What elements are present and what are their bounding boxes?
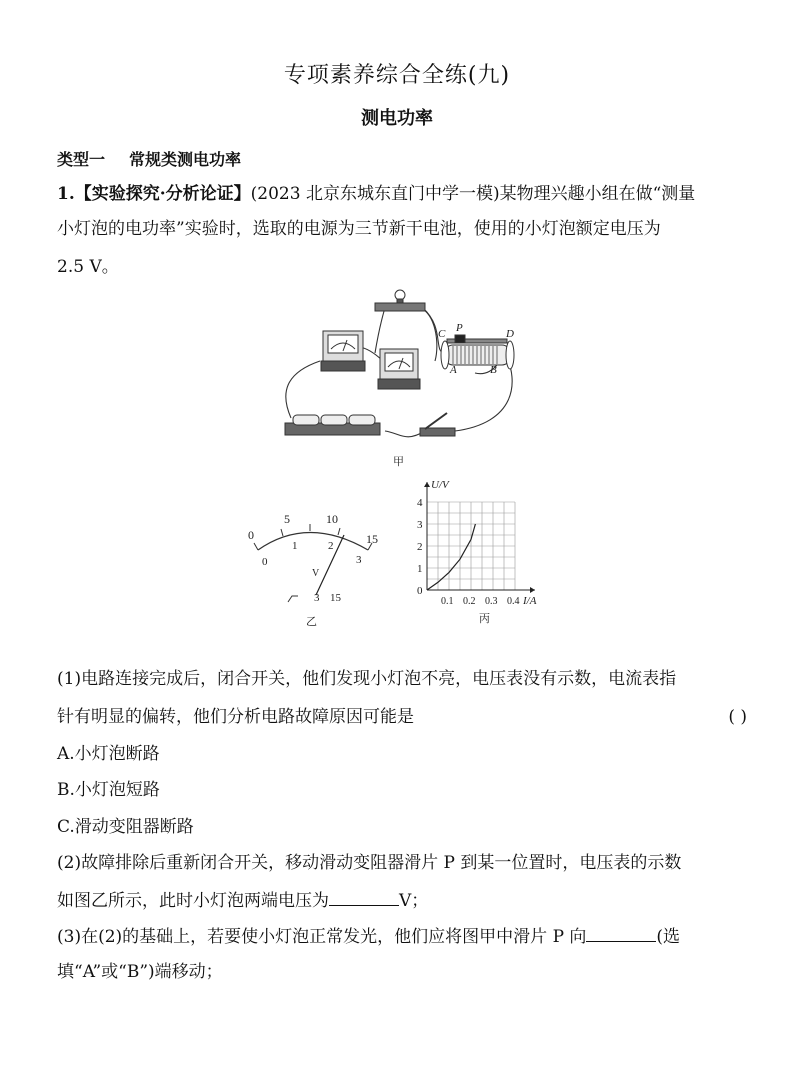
- inner-scale-3: 3: [356, 554, 362, 566]
- figure-bing-ui-graph: [405, 478, 545, 628]
- q1-line-1: (1)电路连接完成后，闭合开关，他们发现小灯泡不亮，电压表没有示数，电流表指: [57, 669, 677, 689]
- section-heading: [57, 147, 265, 170]
- question-text: (2023 北京东城东直门中学一模)某物理兴趣小组在做“测量: [250, 184, 696, 204]
- q2-answer-blank[interactable]: [329, 889, 399, 906]
- battery-pack: [285, 415, 380, 435]
- option-b: B.小灯泡短路: [57, 780, 160, 800]
- q3-answer-blank[interactable]: [586, 925, 656, 942]
- figure-jia-circuit: [275, 283, 525, 468]
- terminal-3: 3: [314, 592, 320, 604]
- lamp-board: [375, 290, 425, 311]
- q3-line-1b: (选: [656, 927, 681, 947]
- q1-line-2: [57, 706, 747, 728]
- question-tag: 【实验探究·分析论证】: [74, 184, 251, 204]
- x-tick-label: 0.4: [507, 596, 520, 607]
- graph-grid: [427, 502, 515, 590]
- x-axis-label: I/A: [523, 595, 537, 607]
- option-a: A.小灯泡断路: [57, 744, 160, 764]
- question-1-line-1: [57, 183, 747, 205]
- y-tick-label: 1: [417, 563, 423, 575]
- answer-parentheses[interactable]: ( ): [728, 707, 747, 727]
- q2-line-2: [57, 889, 747, 912]
- x-tick-label: 0.2: [463, 596, 476, 607]
- origin-label: 0: [417, 585, 423, 597]
- voltmeter: [378, 349, 420, 389]
- option-c: C.滑动变阻器断路: [57, 817, 194, 837]
- q3-line-2: 填“A”或“B”)端移动；: [57, 962, 223, 982]
- label-c: C: [438, 328, 446, 340]
- ammeter: [321, 331, 365, 371]
- inner-scale-2: 2: [328, 540, 334, 552]
- outer-scale-5: 5: [284, 512, 290, 526]
- q2-line-1: (2)故障排除后重新闭合开关，移动滑动变阻器滑片 P 到某一位置时，电压表的示数: [57, 853, 682, 873]
- question-number: 1.: [57, 184, 75, 204]
- label-a: A: [450, 364, 457, 376]
- terminal-15: 15: [330, 592, 341, 604]
- page-subtitle: 测电功率: [361, 108, 433, 129]
- section-name: 常规类测电功率: [129, 150, 242, 169]
- outer-scale-0: 0: [248, 528, 254, 542]
- q3-line-1: [57, 925, 747, 948]
- outer-scale-10: 10: [326, 512, 338, 526]
- figure-bing-caption: 丙: [479, 613, 490, 625]
- y-tick-label: 4: [417, 497, 423, 509]
- figure-jia-caption: 甲: [393, 456, 404, 468]
- q2-line-2a: 如图乙所示，此时小灯泡两端电压为: [57, 891, 329, 911]
- q3-line-1a: (3)在(2)的基础上，若要使小灯泡正常发光，他们应将图甲中滑片 P 向: [57, 927, 587, 947]
- page-title: 专项素养综合全练(九): [283, 63, 511, 88]
- label-d: D: [506, 328, 514, 340]
- label-b: B: [490, 364, 497, 376]
- y-tick-label: 2: [417, 541, 423, 553]
- q1-line-2-text: 针有明显的偏转，他们分析电路故障原因可能是: [57, 707, 414, 727]
- x-tick-label: 0.3: [485, 596, 498, 607]
- figure-yi-caption: 乙: [306, 616, 317, 628]
- label-p: P: [456, 322, 463, 334]
- dial-unit: V: [312, 568, 320, 579]
- q2-line-2b: V；: [399, 891, 429, 911]
- section-label: 类型一: [57, 150, 106, 169]
- y-axis-label: U/V: [431, 479, 449, 491]
- inner-scale-0: 0: [262, 556, 268, 568]
- question-1-line-2: 小灯泡的电功率”实验时，选取的电源为三节新干电池，使用的小灯泡额定电压为: [57, 219, 661, 239]
- question-1-line-3: 2.5 V。: [57, 257, 119, 277]
- switch: [420, 413, 455, 436]
- y-tick-label: 3: [417, 519, 423, 531]
- figure-yi-voltmeter-dial: [238, 505, 388, 630]
- x-tick-label: 0.1: [441, 596, 454, 607]
- outer-scale-15: 15: [366, 532, 378, 546]
- inner-scale-1: 1: [292, 540, 298, 552]
